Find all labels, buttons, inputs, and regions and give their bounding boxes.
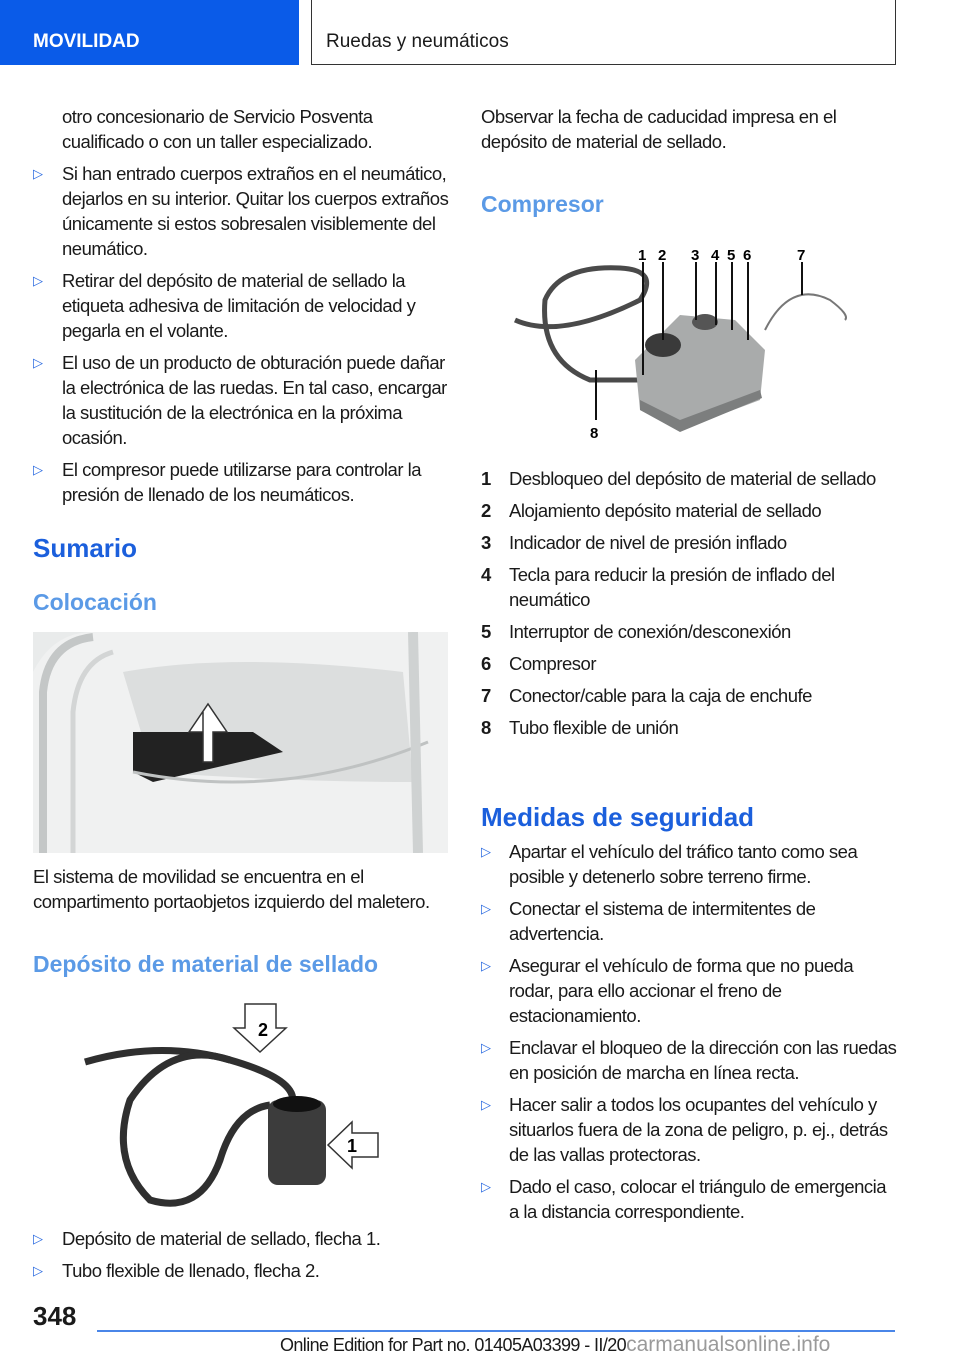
list-item [33,1258,449,1283]
callout-6: 6 [743,247,752,264]
bullet-triangle-icon: ▷ [481,844,491,859]
callout-1: 1 [347,1136,358,1156]
bullet-text: Enclavar el bloqueo de la dirección con las ruedas en posición de marcha en línea recta. [509,1037,897,1083]
bullet-text: El uso de un producto de obturación puede dañar la electrónica de las ruedas. En tal caso, encargar la sustitución de la electrónica en la próxima ocasión. [62,352,447,448]
heading-compresor: Compresor [481,191,604,217]
bullet-text: Tubo flexible de llenado, flecha 2. [62,1260,320,1281]
legend-text: Tecla para reducir la presión de inflado del neumático [509,564,835,610]
heading-sumario: Sumario [33,533,138,563]
heading-deposito: Depósito de material de sellado [33,951,379,977]
safety-list [481,839,897,1231]
legend-number: 1 [481,468,491,489]
bullet-text: Apartar el vehículo del tráfico tanto como sea posible y detenerlo sobre terreno firme. [509,841,858,887]
compressor-legend [481,466,891,747]
callout-7: 7 [797,247,806,264]
compressor-diagram [500,240,860,450]
list-item [33,161,449,261]
list-item [481,953,897,1028]
watermark-text: carmanualsonline.info [626,1333,831,1356]
bullet-text: El compresor puede utilizarse para controlar la presión de llenado de los neumáticos. [62,459,422,505]
legend-item [481,619,891,644]
legend-item [481,651,891,676]
bullet-triangle-icon: ▷ [33,1231,43,1246]
legend-item [481,498,891,523]
section-tab: MOVILIDAD [0,0,299,65]
bullet-triangle-icon: ▷ [33,355,43,370]
legend-number: 5 [481,621,491,642]
legend-item [481,683,891,708]
legend-text: Interruptor de conexión/desconexión [509,621,791,642]
legend-text: Conector/cable para la caja de enchufe [509,685,812,706]
sealant-container-image [70,1000,390,1210]
bullet-triangle-icon: ▷ [481,1179,491,1194]
bullet-triangle-icon: ▷ [481,901,491,916]
bullet-text: Asegurar el vehículo de forma que no pueda rodar, para ello accionar el freno de estacionamiento. [509,955,854,1026]
bullet-text: Retirar del depósito de material de sellado la etiqueta adhesiva de limitación de velocidad y pegarla en el volante. [62,270,416,341]
bullet-triangle-icon: ▷ [481,1040,491,1055]
footer-divider [97,1330,895,1332]
list-item [33,350,449,450]
colocacion-paragraph: El sistema de movilidad se encuentra en el compartimento portaobjetos izquierdo del maletero. [33,866,430,912]
bullet-text: Dado el caso, colocar el triángulo de emergencia a la distancia correspondiente. [509,1176,887,1222]
bullet-triangle-icon: ▷ [33,273,43,288]
chapter-title: Ruedas y neumáticos [311,0,896,65]
list-item [33,457,449,507]
legend-number: 3 [481,532,491,553]
legend-number: 2 [481,500,491,521]
right-intro: Observar la fecha de caducidad impresa en el depósito de material de sellado. [481,106,837,152]
callout-8: 8 [590,425,599,442]
list-item [33,268,449,343]
deposito-list [33,1226,449,1290]
callout-5: 5 [727,247,736,264]
legend-item [481,466,891,491]
list-item [481,896,897,946]
left-text-block [33,104,449,514]
legend-number: 7 [481,685,491,706]
edition-text: Online Edition for Part no. 01405A03399 - II/20 [280,1335,627,1355]
heading-seguridad: Medidas de seguridad [481,802,755,832]
legend-item [481,715,891,740]
callout-3: 3 [691,247,700,264]
callout-1: 1 [638,247,647,264]
legend-text: Tubo flexible de unión [509,717,679,738]
bullet-text: Conectar el sistema de intermitentes de advertencia. [509,898,816,944]
bullet-text: Si han entrado cuerpos extraños en el neumático, dejarlos en su interior. Quitar los cuerpos extraños únicamente si estos sobresalen visiblemente del neumático. [62,163,449,259]
bullet-triangle-icon: ▷ [33,462,43,477]
legend-text: Desbloqueo del depósito de material de sellado [509,468,876,489]
bullet-triangle-icon: ▷ [33,166,43,181]
legend-text: Compresor [509,653,596,674]
legend-item [481,530,891,555]
trunk-location-image [33,632,448,853]
legend-text: Alojamiento depósito material de sellado [509,500,822,521]
intro-text: otro concesionario de Servicio Posventa cualificado o con un taller especializado. [62,106,373,152]
bullet-triangle-icon: ▷ [481,1097,491,1112]
page-number: 348 [33,1301,77,1331]
callout-2: 2 [258,1020,269,1040]
heading-colocacion: Colocación [33,589,157,615]
legend-text: Indicador de nivel de presión inflado [509,532,787,553]
list-item [33,1226,449,1251]
list-item [481,1092,897,1167]
intro-paragraph [33,104,449,154]
legend-item [481,562,891,612]
bullet-triangle-icon: ▷ [481,958,491,973]
callout-2: 2 [658,247,667,264]
list-item [481,1035,897,1085]
footer-text [280,1333,830,1357]
bullet-triangle-icon: ▷ [33,1263,43,1278]
list-item [481,839,897,889]
list-item [481,1174,897,1224]
legend-number: 8 [481,717,491,738]
callout-4: 4 [711,247,720,264]
legend-number: 4 [481,564,491,585]
legend-number: 6 [481,653,491,674]
bullet-text: Depósito de material de sellado, flecha 1. [62,1228,381,1249]
bullet-text: Hacer salir a todos los ocupantes del vehículo y situarlos fuera de la zona de peligro, p. ej., detrás de las vallas protectoras. [509,1094,888,1165]
